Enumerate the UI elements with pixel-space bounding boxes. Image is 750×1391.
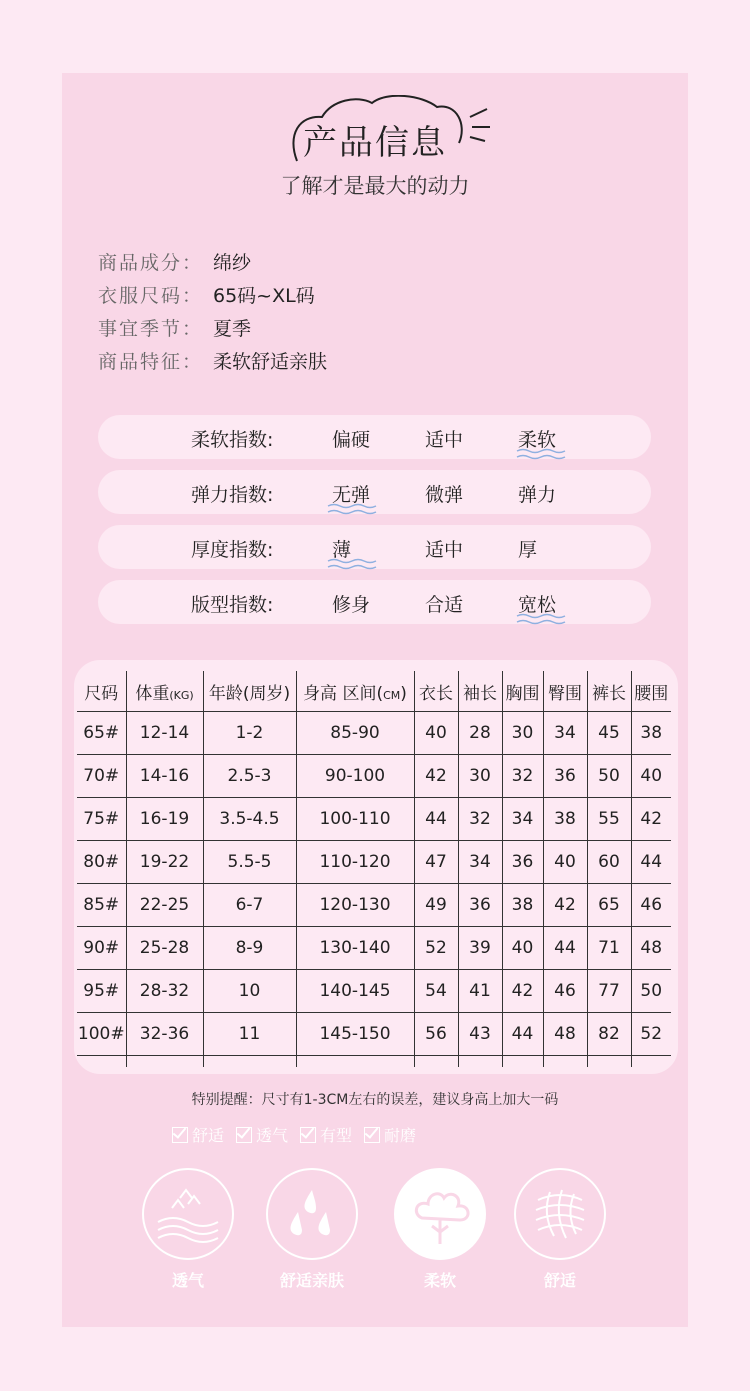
- table-tail-cell: [587, 1056, 631, 1068]
- header-cell-label: 身高 区间(: [303, 683, 384, 704]
- feature-breathable: [142, 1168, 234, 1291]
- table-cell: 41: [458, 970, 502, 1013]
- table-row: [77, 970, 671, 1013]
- index-row-fit: [98, 580, 651, 624]
- index-row-softness: [98, 415, 651, 459]
- check-label: 舒适: [192, 1126, 225, 1145]
- checkbox-checked-icon: [172, 1127, 188, 1143]
- table-cell: 90-100: [296, 755, 414, 798]
- header-unit: CM: [383, 688, 401, 702]
- table-cell: 34: [543, 712, 587, 755]
- checkbox-checked-icon: [364, 1127, 380, 1143]
- table-cell: 22-25: [126, 884, 203, 927]
- table-cell: 2.5-3: [203, 755, 296, 798]
- table-cell: 44: [502, 1013, 543, 1056]
- check-label: 透气: [256, 1126, 289, 1145]
- product-info-panel: [62, 73, 688, 1327]
- index-option: 合适: [425, 594, 464, 616]
- table-cell: 49: [414, 884, 458, 927]
- table-cell: 19-22: [126, 841, 203, 884]
- table-cell: 11: [203, 1013, 296, 1056]
- table-row: [77, 712, 671, 755]
- header-cell: [126, 671, 203, 712]
- table-cell: 100#: [77, 1013, 126, 1056]
- attribute-value: 绵纱: [213, 252, 252, 274]
- attribute-key: 衣服尺码：: [98, 285, 204, 307]
- attribute-row: [98, 344, 327, 377]
- header-cell: 臀围: [543, 671, 587, 712]
- table-cell: 40: [414, 712, 458, 755]
- header-cell: 袖长: [458, 671, 502, 712]
- table-cell: 25-28: [126, 927, 203, 970]
- feature-comfortable: [514, 1168, 606, 1291]
- index-option-selected: 柔软: [518, 429, 557, 451]
- index-option-selected: 宽松: [518, 594, 557, 616]
- header-cell: 腰围: [631, 671, 671, 712]
- header-cell-close: ): [400, 683, 407, 704]
- table-cell: 42: [543, 884, 587, 927]
- feature-label: 舒适: [543, 1271, 576, 1290]
- cotton-icon: [394, 1168, 486, 1260]
- table-cell: 46: [631, 884, 671, 927]
- size-table-body: [77, 712, 671, 1068]
- table-cell: 65#: [77, 712, 126, 755]
- table-tail-cell: [296, 1056, 414, 1068]
- table-cell: 32-36: [126, 1013, 203, 1056]
- table-cell: 75#: [77, 798, 126, 841]
- size-table: [77, 671, 671, 1067]
- index-row-thickness: [98, 525, 651, 569]
- table-cell: 110-120: [296, 841, 414, 884]
- table-cell: 12-14: [126, 712, 203, 755]
- table-cell: 82: [587, 1013, 631, 1056]
- header-cell: [296, 671, 414, 712]
- checkbox-checked-icon: [300, 1127, 316, 1143]
- table-cell: 38: [631, 712, 671, 755]
- table-cell: 40: [631, 755, 671, 798]
- index-option: 弹力: [518, 484, 557, 506]
- table-cell: 42: [414, 755, 458, 798]
- feature-checklist: [172, 1123, 416, 1146]
- table-cell: 60: [587, 841, 631, 884]
- table-cell: 95#: [77, 970, 126, 1013]
- header-cell: 裤长: [587, 671, 631, 712]
- table-cell: 30: [502, 712, 543, 755]
- table-cell: 28: [458, 712, 502, 755]
- index-option: 适中: [425, 539, 464, 561]
- table-cell: 5.5-5: [203, 841, 296, 884]
- table-cell: 39: [458, 927, 502, 970]
- header-unit: (KG): [169, 688, 194, 702]
- table-cell: 14-16: [126, 755, 203, 798]
- table-tail-cell: [458, 1056, 502, 1068]
- water-drops-icon: [266, 1168, 358, 1260]
- table-cell: 80#: [77, 841, 126, 884]
- checkbox-checked-icon: [236, 1127, 252, 1143]
- table-row: [77, 798, 671, 841]
- table-cell: 120-130: [296, 884, 414, 927]
- check-item: [236, 1123, 288, 1146]
- table-cell: 43: [458, 1013, 502, 1056]
- attribute-value: 65码~XL码: [213, 285, 315, 307]
- table-cell: 71: [587, 927, 631, 970]
- attribute-value: 柔软舒适亲肤: [213, 351, 328, 373]
- table-cell: 145-150: [296, 1013, 414, 1056]
- table-tail-cell: [77, 1056, 126, 1068]
- check-item: [300, 1123, 352, 1146]
- table-cell: 55: [587, 798, 631, 841]
- table-cell: 90#: [77, 927, 126, 970]
- table-cell: 44: [631, 841, 671, 884]
- table-tail-cell: [414, 1056, 458, 1068]
- index-label: 版型指数:: [191, 594, 274, 616]
- attribute-row: [98, 278, 327, 311]
- table-tail-cell: [631, 1056, 671, 1068]
- table-cell: 48: [543, 1013, 587, 1056]
- header-cell: 尺码: [77, 671, 126, 712]
- table-cell: 42: [502, 970, 543, 1013]
- table-row: [77, 927, 671, 970]
- table-cell: 34: [502, 798, 543, 841]
- table-header-row: [77, 671, 671, 712]
- table-cell: 47: [414, 841, 458, 884]
- index-option-selected: 无弹: [332, 484, 371, 506]
- table-cell: 8-9: [203, 927, 296, 970]
- table-cell: 56: [414, 1013, 458, 1056]
- table-row: [77, 841, 671, 884]
- table-row: [77, 755, 671, 798]
- table-cell: 16-19: [126, 798, 203, 841]
- table-cell: 6-7: [203, 884, 296, 927]
- index-option-selected: 薄: [332, 539, 352, 561]
- index-option: 微弹: [425, 484, 464, 506]
- page-title: 产品信息: [303, 123, 447, 163]
- attribute-row: [98, 311, 327, 344]
- index-option: 厚: [518, 539, 538, 561]
- table-cell: 38: [543, 798, 587, 841]
- table-row: [77, 1013, 671, 1056]
- attribute-value: 夏季: [213, 318, 252, 340]
- title-block: [62, 95, 688, 175]
- table-tail-cell: [543, 1056, 587, 1068]
- wave-underline-icon: [327, 503, 379, 515]
- table-cell: 10: [203, 970, 296, 1013]
- table-cell: 70#: [77, 755, 126, 798]
- table-cell: 85#: [77, 884, 126, 927]
- index-option: 修身: [332, 594, 371, 616]
- table-cell: 30: [458, 755, 502, 798]
- table-cell: 45: [587, 712, 631, 755]
- table-cell: 36: [458, 884, 502, 927]
- attribute-key: 事宜季节：: [98, 318, 204, 340]
- table-cell: 32: [502, 755, 543, 798]
- table-cell: 44: [414, 798, 458, 841]
- header-cell: 胸围: [502, 671, 543, 712]
- check-item: [364, 1123, 416, 1146]
- index-label: 柔软指数:: [191, 429, 274, 451]
- index-option: 偏硬: [332, 429, 371, 451]
- table-tail-row: [77, 1056, 671, 1068]
- table-cell: 36: [502, 841, 543, 884]
- header-cell: 年龄(周岁): [203, 671, 296, 712]
- check-label: 有型: [320, 1126, 353, 1145]
- table-cell: 65: [587, 884, 631, 927]
- table-cell: 3.5-4.5: [203, 798, 296, 841]
- table-cell: 52: [414, 927, 458, 970]
- feature-label: 透气: [171, 1271, 204, 1290]
- wave-underline-icon: [516, 448, 568, 460]
- table-cell: 34: [458, 841, 502, 884]
- table-cell: 40: [502, 927, 543, 970]
- table-row: [77, 884, 671, 927]
- page-subtitle: 了解才是最大的动力: [280, 174, 470, 198]
- table-cell: 28-32: [126, 970, 203, 1013]
- table-tail-cell: [203, 1056, 296, 1068]
- index-label: 厚度指数:: [191, 539, 274, 561]
- header-cell-label: 体重: [135, 683, 170, 704]
- table-tail-cell: [502, 1056, 543, 1068]
- table-cell: 48: [631, 927, 671, 970]
- table-cell: 130-140: [296, 927, 414, 970]
- wave-underline-icon: [516, 613, 568, 625]
- feature-label: 柔软: [423, 1271, 456, 1290]
- attribute-row: [98, 245, 327, 278]
- table-cell: 50: [587, 755, 631, 798]
- table-cell: 52: [631, 1013, 671, 1056]
- table-cell: 54: [414, 970, 458, 1013]
- table-tail-cell: [126, 1056, 203, 1068]
- table-cell: 46: [543, 970, 587, 1013]
- attribute-key: 商品特征：: [98, 351, 204, 373]
- table-cell: 77: [587, 970, 631, 1013]
- table-cell: 50: [631, 970, 671, 1013]
- size-table-card: [74, 660, 678, 1074]
- feature-soft: [394, 1168, 486, 1291]
- check-item: [172, 1123, 224, 1146]
- table-cell: 36: [543, 755, 587, 798]
- wave-underline-icon: [327, 558, 379, 570]
- size-notice: 特别提醒：尺寸有1-3CM左右的误差，建议身高上加大一码: [191, 1092, 559, 1108]
- table-cell: 1-2: [203, 712, 296, 755]
- index-option: 适中: [425, 429, 464, 451]
- fabric-weave-icon: [514, 1168, 606, 1260]
- attribute-key: 商品成分：: [98, 252, 204, 274]
- table-cell: 38: [502, 884, 543, 927]
- table-cell: 40: [543, 841, 587, 884]
- check-label: 耐磨: [384, 1126, 417, 1145]
- feature-label: 舒适亲肤: [279, 1271, 344, 1290]
- header-cell: 衣长: [414, 671, 458, 712]
- index-row-elasticity: [98, 470, 651, 514]
- table-cell: 100-110: [296, 798, 414, 841]
- breathable-icon: [142, 1168, 234, 1260]
- table-cell: 140-145: [296, 970, 414, 1013]
- product-attributes: [98, 245, 327, 377]
- table-cell: 32: [458, 798, 502, 841]
- table-cell: 85-90: [296, 712, 414, 755]
- table-cell: 44: [543, 927, 587, 970]
- feature-skin-friendly: [266, 1168, 358, 1291]
- table-cell: 42: [631, 798, 671, 841]
- index-label: 弹力指数:: [191, 484, 274, 506]
